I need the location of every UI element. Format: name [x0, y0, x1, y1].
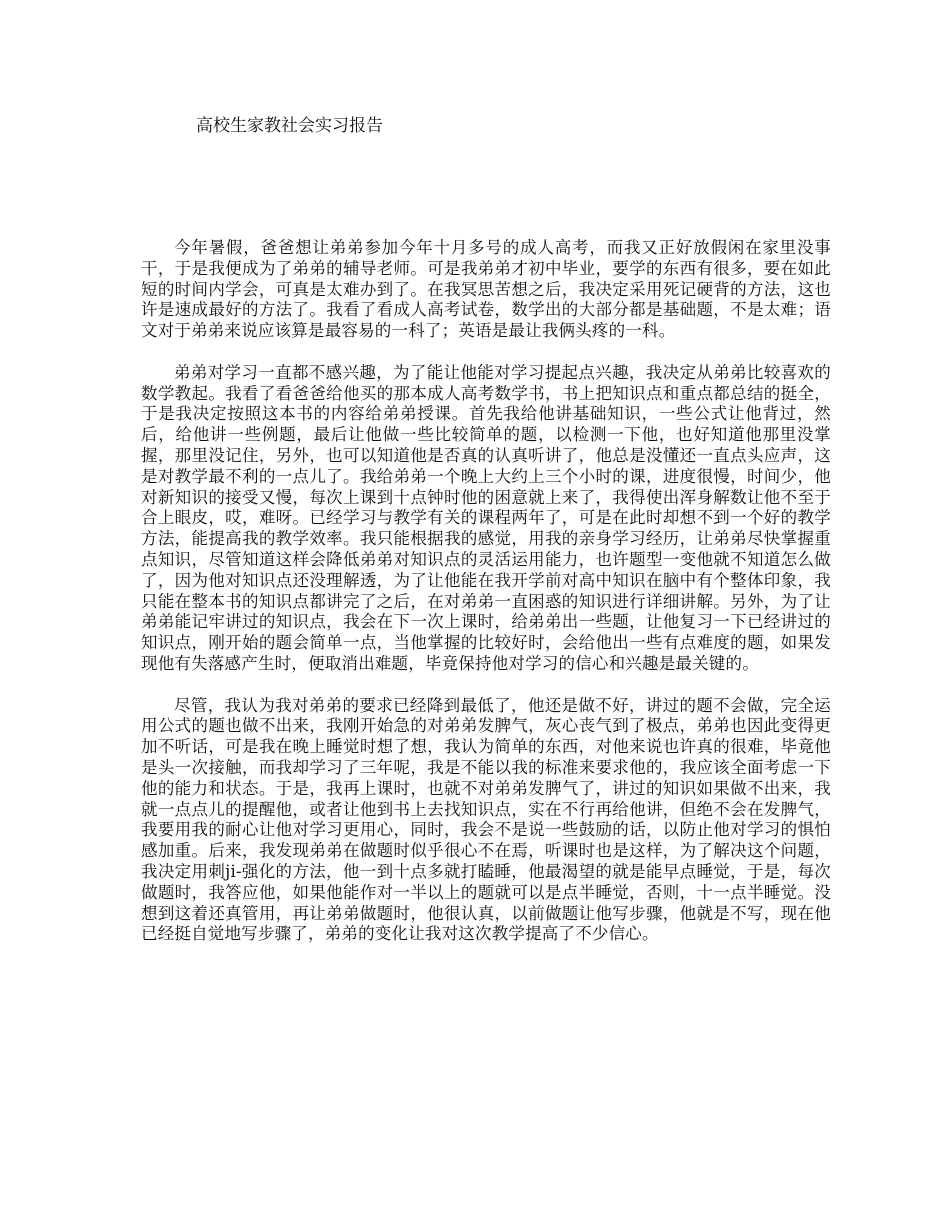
document-title: 高校生家教社会实习报告 — [196, 116, 383, 136]
document-body — [141, 238, 831, 945]
paragraph-3: 尽管，我认为我对弟弟的要求已经降到最低了，他还是做不好，讲过的题不会做，完全运用公式的题也做不出来，我刚开始急的对弟弟发脾气，灰心丧气到了极点，弟弟也因此变得更加不听话，可是我在晚上睡觉时想了想，我认为简单的东西，对他来说也许真的很难，毕竟他是头一次接触，而我却学习了三年呢，我是不能以我的标准来要求他的，我应该全面考虑一下他的能力和状态。于是，我再上课时，也就不对弟弟发脾气了，讲过的知识如果做不出来，我就一点点儿的提醒他，或者让他到书上去找知识点，实在不行再给他讲，但绝不会在发脾气，我要用我的耐心让他对学习更用心，同时，我会不是说一些鼓励的话，以防止他对学习的惧怕感加重。后来，我发现弟弟在做题时似乎很心不在焉，听课时也是这样，为了解决这个问题，我决定用刺ji-强化的方法，他一到十点多就打瞌睡，他最渴望的就是能早点睡觉，于是，每次做题时，我答应他，如果他能作对一半以上的题就可以是点半睡觉，否则，十一点半睡觉。没想到这着还真管用，再让弟弟做题时，他很认真，以前做题让他写步骤，他就是不写，现在他已经挺自觉地写步骤了，弟弟的变化让我对这次教学提高了不少信心。 — [141, 695, 831, 944]
paragraph-1: 今年暑假，爸爸想让弟弟参加今年十月多号的成人高考，而我又正好放假闲在家里没事干，于是我便成为了弟弟的辅导老师。可是我弟弟才初中毕业，要学的东西有很多，要在如此短的时间内学会，可真是太难办到了。在我冥思苦想之后，我决定采用死记硬背的方法，这也许是速成最好的方法了。我看了看成人高考试卷，数学出的大部分都是基础题，不是太难；语文对于弟弟来说应该算是最容易的一科了；英语是最让我俩头疼的一科。 — [141, 238, 831, 341]
paragraph-2: 弟弟对学习一直都不感兴趣，为了能让他能对学习提起点兴趣，我决定从弟弟比较喜欢的数学教起。我看了看爸爸给他买的那本成人高考数学书，书上把知识点和重点都总结的挺全，于是我决定按照这本书的内容给弟弟授课。首先我给他讲基础知识，一些公式让他背过，然后，给他讲一些例题，最后让他做一些比较简单的题，以检测一下他，也好知道他那里没掌握，那里没记住，另外，也可以知道他是否真的认真听讲了，他总是没懂还一直点头应声，这是对教学最不利的一点儿了。我给弟弟一个晚上大约上三个小时的课，进度很慢，时间少，他对新知识的接受又慢，每次上课到十点钟时他的困意就上来了，我得使出浑身解数让他不至于合上眼皮，哎，难呀。已经学习与教学有关的课程两年了，可是在此时却想不到一个好的教学方法，能提高我的教学效率。我只能根据我的感觉，用我的亲身学习经历，让弟弟尽快掌握重点知识，尽管知道这样会降低弟弟对知识点的灵活运用能力，也许题型一变他就不知道怎么做了，因为他对知识点还没理解透，为了让他能在我开学前对高中知识在脑中有个整体印象，我只能在整本书的知识点都讲完了之后，在对弟弟一直困惑的知识进行详细讲解。另外，为了让弟弟能记牢讲过的知识点，我会在下一次上课时，给弟弟出一些题，让他复习一下已经讲过的知识点，刚开始的题会简单一点，当他掌握的比较好时，会给他出一些有点难度的题，如果发现他有失落感产生时，便取消出难题，毕竟保持他对学习的信心和兴趣是最关键的。 — [141, 362, 831, 673]
